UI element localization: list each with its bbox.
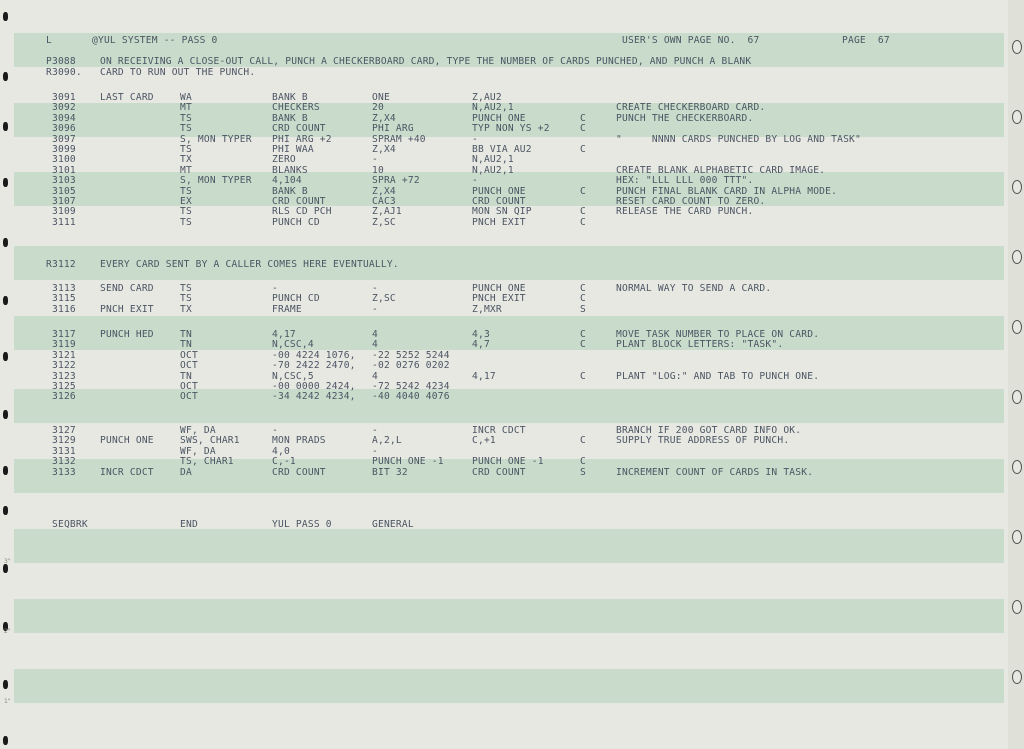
- line-number: P3088: [46, 56, 76, 67]
- field-op: TS, CHAR1: [180, 456, 234, 468]
- field-num: 3094: [52, 112, 76, 124]
- field-a1: 4,104: [272, 175, 302, 187]
- field-op: TS: [180, 112, 192, 124]
- field-a2: 10: [372, 164, 384, 176]
- code-line: [0, 123, 1000, 134]
- field-a1: -00 0000 2424,: [272, 381, 356, 392]
- code-line: [0, 391, 1000, 402]
- field-a1: CRD COUNT: [272, 466, 326, 478]
- field-num: 3132: [52, 456, 76, 468]
- field-a3: PUNCH ONE: [472, 283, 526, 294]
- field-f: C: [580, 112, 586, 124]
- field-cm: PUNCH FINAL BLANK CARD IN ALPHA MODE.: [616, 185, 838, 197]
- field-num: 3109: [52, 206, 76, 218]
- code-line: [0, 283, 1000, 294]
- field-label: LAST CARD: [100, 92, 154, 103]
- code-line: [0, 102, 1000, 113]
- field-a2: SPRA +72: [372, 175, 420, 187]
- field-a1: 4,17: [272, 329, 296, 340]
- users-page-number: USER'S OWN PAGE NO. 67: [622, 35, 760, 46]
- field-a2: -02 0276 0202: [372, 360, 450, 372]
- field-a3: Z,AU2: [472, 92, 502, 103]
- field-num: 3103: [52, 175, 76, 187]
- field-f: C: [580, 456, 586, 468]
- field-a2: 4: [372, 329, 378, 340]
- field-op: S, MON TYPER: [180, 133, 252, 145]
- field-a1: PHI ARG +2: [272, 133, 332, 145]
- field-num: 3116: [52, 303, 76, 315]
- header-mark: L: [46, 35, 52, 46]
- field-label: SEND CARD: [100, 283, 154, 294]
- code-line: [0, 217, 1000, 228]
- line-number: R3112: [46, 259, 76, 270]
- green-bar: [14, 599, 1004, 633]
- field-a3: BB VIA AU2: [472, 144, 532, 155]
- field-cm: RELEASE THE CARD PUNCH.: [616, 206, 754, 218]
- field-op: TN: [180, 370, 192, 382]
- field-num: 3123: [52, 370, 76, 382]
- field-a2: PHI ARG: [372, 123, 414, 135]
- remark-line: [0, 67, 1000, 78]
- remark-text: EVERY CARD SENT BY A CALLER COMES HERE EVENTUALLY.: [100, 259, 399, 270]
- field-a2: Z,X4: [372, 185, 396, 197]
- page-number: PAGE 67: [842, 35, 890, 46]
- field-op: TS: [180, 283, 192, 294]
- margin-mark: 3": [4, 558, 11, 565]
- field-num: 3092: [52, 102, 76, 114]
- code-line: [0, 154, 1000, 165]
- field-cm: PLANT "LOG:" AND TAB TO PUNCH ONE.: [616, 370, 820, 382]
- field-a1: -70 2422 2470,: [272, 360, 356, 372]
- code-line: [0, 381, 1000, 392]
- field-a1: N,CSC,5: [272, 370, 314, 382]
- code-line: [0, 329, 1000, 340]
- code-line: [0, 425, 1000, 436]
- field-a3: PUNCH ONE: [472, 185, 526, 197]
- field-a3: Z,MXR: [472, 303, 502, 315]
- field-a1: BANK B: [272, 185, 308, 197]
- field-a2: 20: [372, 102, 384, 114]
- field-a3: PNCH EXIT: [472, 293, 526, 305]
- field-a1: 4,0: [272, 445, 290, 457]
- green-bar: [14, 669, 1004, 703]
- field-a2: Z,X4: [372, 112, 396, 124]
- field-cm: CREATE CHECKERBOARD CARD.: [616, 102, 766, 114]
- field-a1: CRD COUNT: [272, 196, 326, 207]
- system-title: @YUL SYSTEM -- PASS 0: [92, 35, 218, 46]
- remark-text: CARD TO RUN OUT THE PUNCH.: [100, 67, 256, 78]
- field-cm: PLANT BLOCK LETTERS: "TASK".: [616, 339, 784, 351]
- line-number: R3090.: [46, 67, 82, 78]
- field-op: TS: [180, 293, 192, 305]
- field-a3: PNCH EXIT: [472, 216, 526, 228]
- code-line: [0, 165, 1000, 176]
- field-cm: HEX: "LLL LLL 000 TTT".: [616, 175, 754, 187]
- field-a3: MON SN QIP: [472, 206, 532, 218]
- field-op: TX: [180, 303, 192, 315]
- field-f: C: [580, 283, 586, 294]
- code-line: [0, 304, 1000, 315]
- field-cm: PUNCH THE CHECKERBOARD.: [616, 112, 754, 124]
- field-f: C: [580, 435, 586, 447]
- field-a3: 4,3: [472, 329, 490, 340]
- code-line: [0, 350, 1000, 361]
- field-a1: PUNCH CD: [272, 216, 320, 228]
- field-f: C: [580, 123, 586, 135]
- field-cm: SUPPLY TRUE ADDRESS OF PUNCH.: [616, 435, 790, 447]
- field-op: TN: [180, 339, 192, 351]
- field-label: PUNCH ONE: [100, 435, 154, 447]
- field-label: PNCH EXIT: [100, 303, 154, 315]
- field-op: TS: [180, 216, 192, 228]
- field-a2: ONE: [372, 92, 390, 103]
- field-a2: SPRAM +40: [372, 133, 426, 145]
- code-line: [0, 134, 1000, 145]
- field-a3: CRD COUNT: [472, 196, 526, 207]
- code-line: [0, 196, 1000, 207]
- field-a1: -: [272, 283, 278, 294]
- footer-pass: YUL PASS 0: [272, 519, 332, 530]
- footer-general: GENERAL: [372, 519, 414, 530]
- field-a2: Z,AJ1: [372, 206, 402, 218]
- field-num: 3122: [52, 360, 76, 372]
- field-num: 3121: [52, 349, 76, 361]
- field-op: MT: [180, 164, 192, 176]
- field-f: C: [580, 206, 586, 218]
- field-cm: " NNNN CARDS PUNCHED BY LOG AND TASK": [616, 133, 862, 145]
- field-a2: PUNCH ONE -1: [372, 456, 444, 468]
- field-num: 3125: [52, 381, 76, 392]
- field-a2: Z,X4: [372, 144, 396, 155]
- field-f: C: [580, 370, 586, 382]
- code-line: [0, 92, 1000, 103]
- code-line: [0, 371, 1000, 382]
- remark-line: [0, 259, 1000, 270]
- field-op: TS: [180, 185, 192, 197]
- field-f: C: [580, 339, 586, 351]
- field-num: 3133: [52, 466, 76, 478]
- field-a1: -34 4242 4234,: [272, 391, 356, 403]
- field-a1: PUNCH CD: [272, 293, 320, 305]
- field-a1: C,-1: [272, 456, 296, 468]
- field-a1: BANK B: [272, 112, 308, 124]
- field-a1: FRAME: [272, 303, 302, 315]
- field-cm: RESET CARD COUNT TO ZERO.: [616, 196, 766, 207]
- field-a3: N,AU2,1: [472, 154, 514, 166]
- field-a1: MON PRADS: [272, 435, 326, 447]
- field-num: 3100: [52, 154, 76, 166]
- field-f: C: [580, 144, 586, 155]
- field-f: S: [580, 303, 586, 315]
- field-a3: C,+1: [472, 435, 496, 447]
- field-op: WF, DA: [180, 425, 216, 436]
- field-num: 3097: [52, 133, 76, 145]
- field-a3: TYP NON YS +2: [472, 123, 550, 135]
- field-a2: -: [372, 425, 378, 436]
- field-a3: 4,7: [472, 339, 490, 351]
- field-f: S: [580, 466, 586, 478]
- field-op: TS: [180, 206, 192, 218]
- field-a2: A,2,L: [372, 435, 402, 447]
- field-op: MT: [180, 102, 192, 114]
- field-label: INCR CDCT: [100, 466, 154, 478]
- right-tractor-feed: [1008, 0, 1024, 749]
- field-a1: RLS CD PCH: [272, 206, 332, 218]
- code-line: [0, 144, 1000, 155]
- field-num: 3119: [52, 339, 76, 351]
- field-f: C: [580, 185, 586, 197]
- field-a1: N,CSC,4: [272, 339, 314, 351]
- code-line: [0, 339, 1000, 350]
- field-cm: INCREMENT COUNT OF CARDS IN TASK.: [616, 466, 814, 478]
- code-line: [0, 293, 1000, 304]
- code-line: [0, 175, 1000, 186]
- field-a2: -: [372, 154, 378, 166]
- field-a3: -: [472, 133, 478, 145]
- field-op: TS: [180, 144, 192, 155]
- field-a3: CRD COUNT: [472, 466, 526, 478]
- field-a2: -: [372, 445, 378, 457]
- field-num: 3099: [52, 144, 76, 155]
- field-a1: ZERO: [272, 154, 296, 166]
- green-bar: [14, 529, 1004, 563]
- field-cm: CREATE BLANK ALPHABETIC CARD IMAGE.: [616, 164, 826, 176]
- field-cm: NORMAL WAY TO SEND A CARD.: [616, 283, 772, 294]
- field-a2: Z,SC: [372, 293, 396, 305]
- field-op: TX: [180, 154, 192, 166]
- field-num: 3105: [52, 185, 76, 197]
- field-cm: MOVE TASK NUMBER TO PLACE ON CARD.: [616, 329, 820, 340]
- field-a3: 4,17: [472, 370, 496, 382]
- field-op: WF, DA: [180, 445, 216, 457]
- field-a1: BLANKS: [272, 164, 308, 176]
- margin-mark: 1": [4, 698, 11, 705]
- field-num: 3129: [52, 435, 76, 447]
- code-line: [0, 206, 1000, 217]
- field-num: 3091: [52, 92, 76, 103]
- field-a2: -22 5252 5244: [372, 349, 450, 361]
- code-line: [0, 113, 1000, 124]
- field-a3: INCR CDCT: [472, 425, 526, 436]
- footer-label: SEQBRK: [52, 519, 88, 530]
- field-num: 3127: [52, 425, 76, 436]
- field-num: 3096: [52, 123, 76, 135]
- code-line: [0, 435, 1000, 446]
- field-a2: 4: [372, 339, 378, 351]
- field-a2: -: [372, 303, 378, 315]
- field-a3: PUNCH ONE -1: [472, 456, 544, 468]
- field-op: S, MON TYPER: [180, 175, 252, 187]
- field-num: 3107: [52, 196, 76, 207]
- listing-footer: [0, 519, 1000, 530]
- field-a1: BANK B: [272, 92, 308, 103]
- field-num: 3113: [52, 283, 76, 294]
- field-a2: 4: [372, 370, 378, 382]
- field-a3: N,AU2,1: [472, 102, 514, 114]
- field-a2: CAC3: [372, 196, 396, 207]
- margin-mark: 2": [4, 628, 11, 635]
- code-line: [0, 360, 1000, 371]
- field-op: OCT: [180, 391, 198, 403]
- field-a1: CRD COUNT: [272, 123, 326, 135]
- field-num: 3126: [52, 391, 76, 403]
- remark-line: [0, 56, 1000, 67]
- field-a3: PUNCH ONE: [472, 112, 526, 124]
- field-op: SWS, CHAR1: [180, 435, 240, 447]
- field-op: EX: [180, 196, 192, 207]
- field-a2: BIT 32: [372, 466, 408, 478]
- field-op: WA: [180, 92, 192, 103]
- code-line: [0, 456, 1000, 467]
- field-f: C: [580, 329, 586, 340]
- code-line: [0, 186, 1000, 197]
- field-a3: -: [472, 175, 478, 187]
- field-label: PUNCH HED: [100, 329, 154, 340]
- code-line: [0, 446, 1000, 457]
- field-num: 3131: [52, 445, 76, 457]
- field-a1: PHI WAA: [272, 144, 314, 155]
- footer-op: END: [180, 519, 198, 530]
- page-header: [0, 35, 1000, 46]
- field-num: 3111: [52, 216, 76, 228]
- field-a1: CHECKERS: [272, 102, 320, 114]
- field-num: 3101: [52, 164, 76, 176]
- field-a2: -40 4040 4076: [372, 391, 450, 403]
- field-cm: BRANCH IF 200 GOT CARD INFO OK.: [616, 425, 802, 436]
- field-op: TS: [180, 123, 192, 135]
- remark-text: ON RECEIVING A CLOSE-OUT CALL, PUNCH A CHECKERBOARD CARD, TYPE THE NUMBER OF CARDS PUNCHED, AND PUNCH A BLANK: [100, 56, 752, 67]
- code-line: [0, 467, 1000, 478]
- field-num: 3117: [52, 329, 76, 340]
- field-op: TN: [180, 329, 192, 340]
- field-num: 3115: [52, 293, 76, 305]
- field-a2: -72 5242 4234: [372, 381, 450, 392]
- field-op: OCT: [180, 360, 198, 372]
- field-a3: N,AU2,1: [472, 164, 514, 176]
- field-a2: Z,SC: [372, 216, 396, 228]
- field-op: OCT: [180, 349, 198, 361]
- field-f: C: [580, 293, 586, 305]
- field-op: OCT: [180, 381, 198, 392]
- field-a1: -: [272, 425, 278, 436]
- field-a2: -: [372, 283, 378, 294]
- field-op: DA: [180, 466, 192, 478]
- field-a1: -00 4224 1076,: [272, 349, 356, 361]
- field-f: C: [580, 216, 586, 228]
